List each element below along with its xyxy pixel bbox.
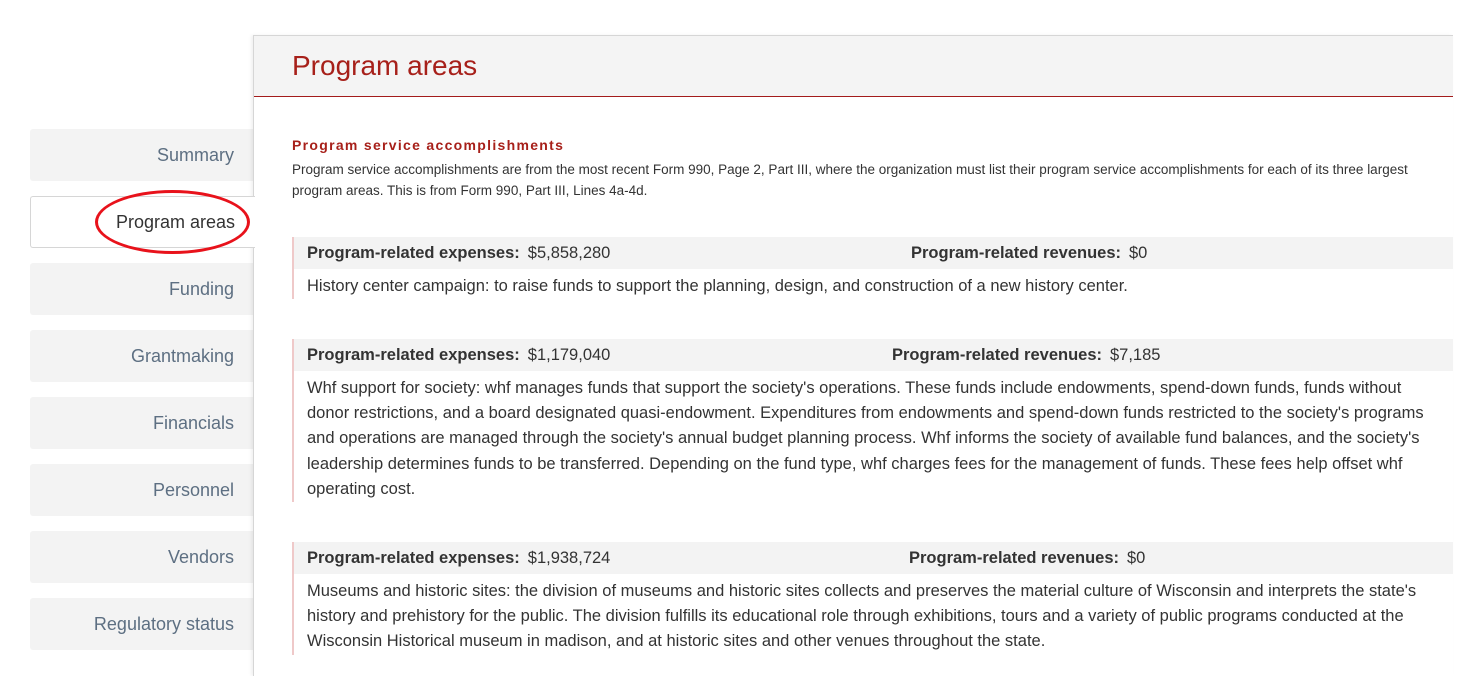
section-description: Program service accomplishments are from the most recent Form 990, Page 2, Part III, where the organization must list their program service accomplishments for each of its three largest program areas. This is from Form 990, Part III, Lines 4a-4d. xyxy=(292,162,1408,198)
sidebar-item-label: Personnel xyxy=(152,479,234,500)
program-stats-bar xyxy=(294,339,1453,371)
sidebar-item-funding[interactable] xyxy=(30,263,254,315)
revenues-value: $0 xyxy=(1127,548,1146,567)
program-areas-panel xyxy=(253,35,1453,676)
sidebar-nav xyxy=(30,129,254,665)
sidebar-item-label: Vendors xyxy=(167,546,234,567)
sidebar-item-label: Grantmaking xyxy=(130,345,234,366)
sidebar-item-vendors[interactable] xyxy=(30,531,254,583)
program-stats-bar xyxy=(294,237,1453,269)
sidebar-item-regulatory-status[interactable] xyxy=(30,598,254,650)
panel-header xyxy=(254,36,1453,97)
expenses-label: Program-related expenses: xyxy=(307,243,520,262)
program-item xyxy=(292,542,1453,655)
page-title: Program areas xyxy=(292,50,478,81)
expenses-label: Program-related expenses: xyxy=(307,345,520,364)
program-item xyxy=(292,339,1453,502)
sidebar-item-label: Program areas xyxy=(115,211,235,232)
revenues-label: Program-related revenues: xyxy=(911,243,1121,262)
expenses-value: $1,938,724 xyxy=(527,548,611,567)
program-expenses xyxy=(307,237,610,269)
expenses-value: $5,858,280 xyxy=(527,243,611,262)
expenses-label: Program-related expenses: xyxy=(307,548,520,567)
sidebar-item-label: Regulatory status xyxy=(93,613,234,634)
sidebar-item-financials[interactable] xyxy=(30,397,254,449)
program-expenses xyxy=(307,542,610,574)
sidebar-item-label: Summary xyxy=(156,144,234,165)
program-description: Museums and historic sites: the division of museums and historic sites collects and preserves the material culture of Wisconsin and interprets the state's history and prehistory for the public. The division fulfills its educational role through exhibitions, tours and a variety of public programs conducted at the Wisconsin Historical museum in madison, and at historic sites and other venues throughout the state. xyxy=(307,582,1417,651)
program-stats-bar xyxy=(294,542,1453,574)
sidebar-item-personnel[interactable] xyxy=(30,464,254,516)
program-revenues xyxy=(892,339,1160,371)
program-revenues xyxy=(909,542,1145,574)
sidebar-item-grantmaking[interactable] xyxy=(30,330,254,382)
sidebar-item-program-areas[interactable] xyxy=(30,196,255,248)
sidebar-item-label: Funding xyxy=(168,278,234,299)
sidebar-item-summary[interactable] xyxy=(30,129,254,181)
program-description: History center campaign: to raise funds to support the planning, design, and construction of a new history center. xyxy=(307,277,1128,295)
program-item xyxy=(292,237,1453,299)
section-heading: Program service accomplishments xyxy=(292,137,565,153)
revenues-value: $0 xyxy=(1129,243,1148,262)
program-revenues xyxy=(911,237,1147,269)
expenses-value: $1,179,040 xyxy=(527,345,611,364)
sidebar-item-label: Financials xyxy=(152,412,234,433)
program-expenses xyxy=(307,339,610,371)
program-description: Whf support for society: whf manages funds that support the society's operations. These funds include endowments, spend-down funds, funds without donor restrictions, and a board designated quasi-endowment. Expenditures from endowments and spend-down funds restricted to the society's programs and operations are managed through the society's annual budget planning process. Whf informs the society of available fund balances, and the society's leadership determines funds to be transferred. Depending on the fund type, whf charges fees for the management of funds. These fees help offset whf operating cost. xyxy=(307,379,1424,498)
revenues-label: Program-related revenues: xyxy=(892,345,1102,364)
revenues-value: $7,185 xyxy=(1110,345,1161,364)
revenues-label: Program-related revenues: xyxy=(909,548,1119,567)
